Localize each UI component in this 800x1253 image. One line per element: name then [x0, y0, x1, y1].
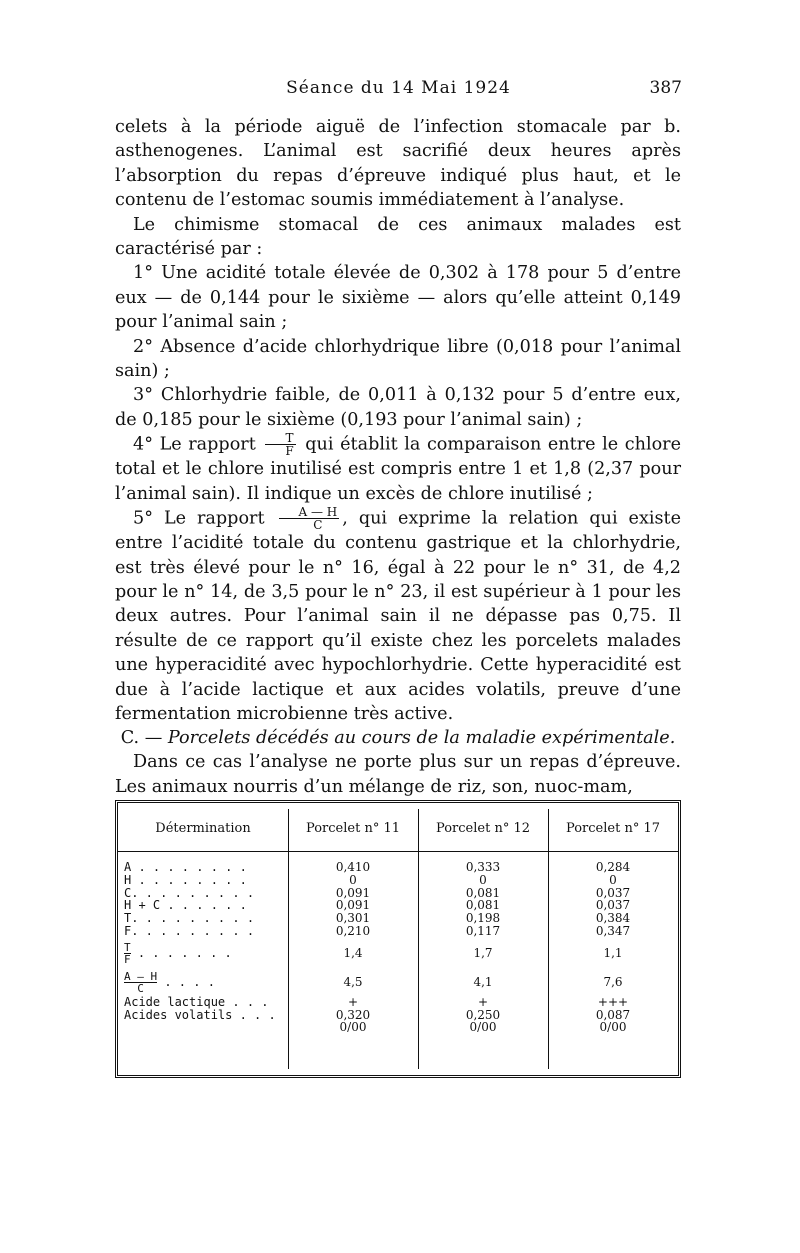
section-prefix: C. — — [120, 728, 163, 749]
fraction-numerator: A — H — [279, 506, 340, 519]
running-title: Séance du 14 Mai 1924 — [286, 78, 511, 98]
page-number: 387 — [649, 78, 682, 98]
cell: 0,037 — [595, 898, 631, 913]
paragraph-4: 2° Absence d’acide chlorhydrique libre (0,018 pour l’animal sain) ; — [115, 336, 681, 382]
label-fraction-den: C — [137, 981, 144, 995]
row-label-dots: . . . . — [164, 974, 215, 989]
cell: 0,410 — [335, 860, 371, 874]
fraction-ah-c — [279, 506, 340, 531]
cell: 1,7 — [473, 945, 493, 960]
label-fraction-num: A — H — [124, 969, 158, 983]
page-header — [115, 78, 682, 102]
cell: 0,091 — [335, 885, 371, 900]
cell: 0,037 — [595, 885, 631, 900]
cell: 0,347 — [595, 923, 631, 938]
cell: 4,1 — [473, 974, 493, 989]
fraction-denominator: C — [313, 518, 323, 533]
cell: + — [347, 994, 359, 1009]
cell: + — [477, 994, 489, 1009]
cell: 1,1 — [603, 945, 623, 960]
cell: 0,284 — [595, 860, 631, 874]
table-header-row — [118, 821, 678, 843]
label-fraction-den: F — [124, 952, 131, 966]
column-porcelet-17 — [548, 861, 678, 1034]
paragraph-2: Le chimisme stomacal de ces animaux malades est caractérisé par : — [115, 214, 681, 260]
header-determination: Détermination — [155, 821, 251, 836]
header-porcelet-12: Porcelet n° 12 — [436, 821, 530, 836]
paragraph-8: Dans ce cas l’analyse ne porte plus sur un repas d’épreuve. Les animaux nourris d’un mélange de riz, son, nuoc-mam, — [115, 752, 681, 797]
cell: 4,5 — [343, 974, 363, 989]
paragraph-6-start: 4° Le rapport — [133, 434, 256, 455]
cell: 0,250 — [465, 1007, 501, 1022]
row-label: F. . . . . . . . . — [124, 924, 255, 938]
row-label: H . . . . . . . . — [124, 873, 247, 887]
row-label-t-f — [124, 938, 288, 968]
paragraph-6-end: qui établit la comparaison entre le chlore total et le chlore inutilisé est compris entre 1 et 1,8 (2,37 pour l’animal sain). Il indique un excès de chlore inutilisé ; — [115, 434, 681, 504]
cell: 0/00 — [599, 1020, 627, 1035]
cell: 0,087 — [595, 1007, 631, 1022]
paragraph-6 — [115, 432, 681, 506]
paragraph-7 — [115, 506, 681, 726]
cell: 0,081 — [465, 885, 501, 900]
cell: 0,117 — [465, 923, 501, 938]
label-fraction — [124, 942, 131, 965]
cell: 0,320 — [335, 1007, 371, 1022]
cell: 1,4 — [343, 945, 363, 960]
header-porcelet-11: Porcelet n° 11 — [306, 821, 400, 836]
cell: 0,198 — [465, 911, 501, 926]
cell: 0/00 — [339, 1020, 367, 1035]
paragraph-1: celets à la période aiguë de l’infection stomacale par b. asthenogenes. L’animal est sacrifié deux heures après l’absorption du repas d’épreuve indiqué plus haut, et le contenu de l’estomac soumis immédiatement à l’analyse. — [115, 117, 681, 211]
label-fraction-num: T — [124, 940, 131, 954]
cell: 0,301 — [335, 911, 371, 926]
paragraph-7-start: 5° Le rapport — [133, 508, 265, 529]
cell: 7,6 — [603, 974, 623, 989]
fraction-t-f — [265, 432, 295, 457]
cell: 0 — [349, 872, 357, 887]
section-title: Porcelets décédés au cours de la maladie expérimentale. — [167, 728, 676, 749]
cell: 0 — [609, 872, 617, 887]
row-label: C. . . . . . . . . — [124, 886, 255, 900]
row-label: Acides volatils . . . — [124, 1008, 276, 1022]
fraction-numerator: T — [265, 432, 295, 445]
paragraph-3: 1° Une acidité totale élevée de 0,302 à 178 pour 5 d’entre eux — de 0,144 pour le sixième — alors qu’elle atteint 0,149 pour l’animal sain ; — [115, 263, 681, 333]
cell: 0,081 — [465, 898, 501, 913]
fraction-denominator: F — [285, 444, 294, 459]
row-label: T. . . . . . . . . — [124, 912, 255, 925]
label-column — [124, 861, 288, 1021]
cell: 0,091 — [335, 898, 371, 913]
results-table — [115, 800, 681, 1078]
row-label: A . . . . . . . . — [124, 861, 247, 874]
header-porcelet-17: Porcelet n° 17 — [566, 821, 660, 836]
cell: 0,384 — [595, 911, 631, 926]
row-label: H + C . . . . . . — [124, 899, 247, 913]
header-divider — [118, 851, 678, 852]
row-label-ah-c — [124, 968, 288, 996]
column-porcelet-12 — [418, 861, 548, 1034]
row-label: Acide lactique . . . — [124, 995, 269, 1009]
cell: 0,210 — [335, 923, 371, 938]
section-heading — [115, 726, 681, 750]
row-label-dots: . . . . . . . — [137, 945, 232, 960]
label-fraction — [124, 971, 157, 994]
page-body — [115, 115, 681, 799]
paragraph-7-end: , qui exprime la relation qui existe entre l’acidité totale du contenu gastrique et la chlorhydrie, est très élevé pour le n° 16, égal à 22 pour le n° 31, de 4,2 pour le n° 14, de 3,5 pour le n° 23, il est supérieur à 1 pour les deux autres. Pour l’animal sain il ne dépasse pas 0,75. Il résulte de ce rapport qu’il existe chez les porcelets malades une hyperacidité avec hypochlorhydrie. Cette hyperacidité est due à l’acide lactique et aux acides volatils, preuve d’une fermentation microbienne très active. — [115, 508, 682, 724]
cell: +++ — [597, 994, 629, 1009]
paragraph-5: 3° Chlorhydrie faible, de 0,011 à 0,132 pour 5 d’entre eux, de 0,185 pour le sixième (0,193 pour l’animal sain) ; — [115, 385, 681, 430]
cell: 0 — [479, 872, 487, 887]
cell: 0,333 — [465, 860, 501, 874]
column-porcelet-11 — [288, 861, 418, 1034]
cell: 0/00 — [469, 1020, 497, 1035]
